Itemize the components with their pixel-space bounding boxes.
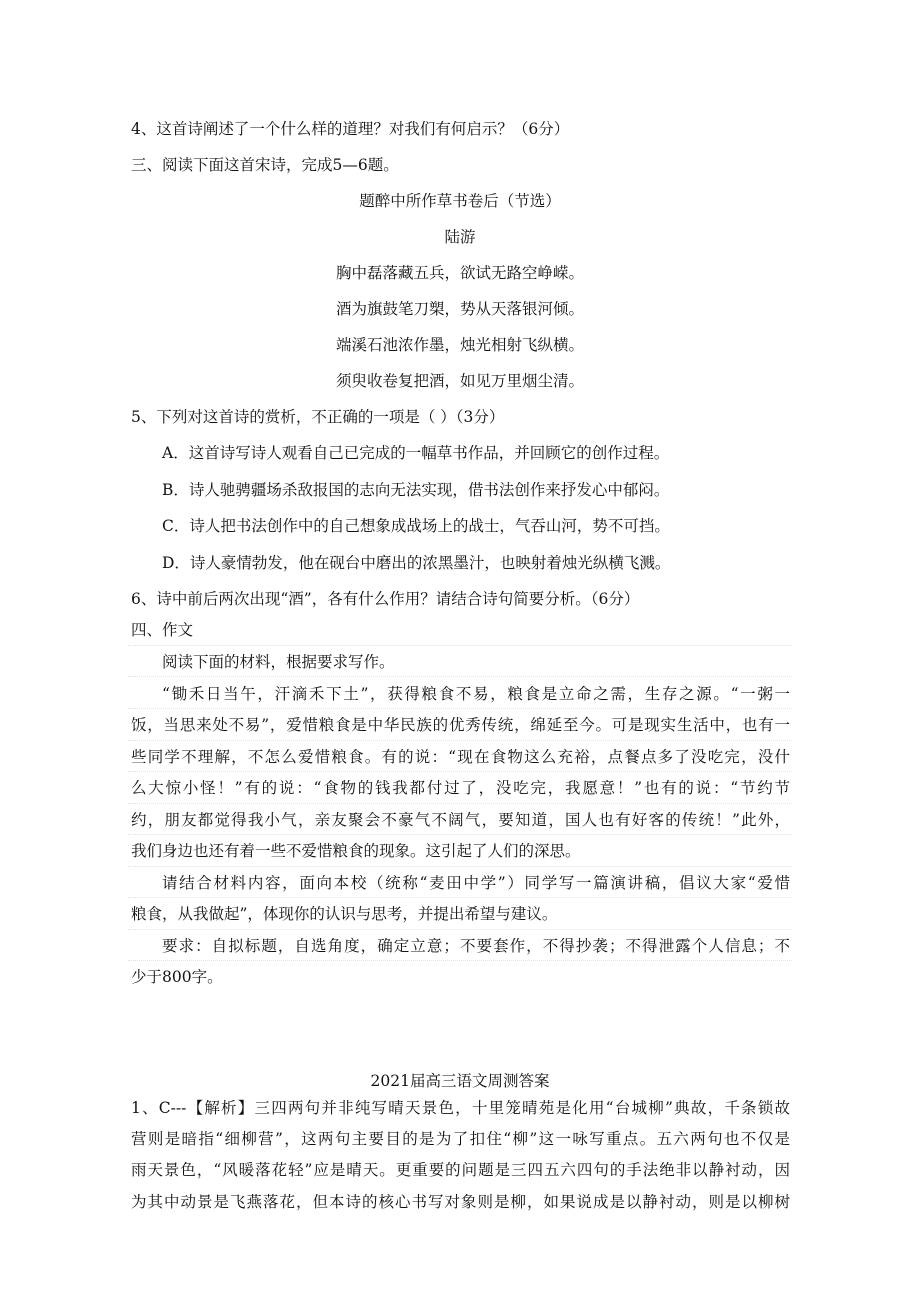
poem-title: 题醉中所作草书卷后（节选） [359,192,561,210]
poem-author: 陆游 [444,228,476,246]
essay-line: 请结合材料内容，面向本校（统称“麦田中学”）同学写一篇演讲稿，倡议大家“爱惜 [162,874,790,892]
essay-line: 饭，当思来处不易”，爱惜粮食是中华民族的优秀传统，绵延至今。可是现实生活中，也有一 [131,716,790,734]
option-d: D．诗人豪情勃发，他在砚台中磨出的浓黑墨汁，也映射着烛光纵横飞溅。 [162,554,671,572]
answer-line: 营则是暗指“细柳营”，这两句主要目的是为了扣住“柳”这一咏写重点。五六两句也不仅是 [131,1130,790,1148]
answer-line: 雨天景色，“风暖落花轻”应是晴天。更重要的问题是三四五六四句的手法绝非以静衬动，因 [131,1161,790,1179]
option-c: C．诗人把书法创作中的自己想象成战场上的战士，气吞山河，势不可挡。 [162,517,670,535]
essay-line: 少于800字。 [131,968,223,986]
section-3-heading: 三、阅读下面这首宋诗，完成5—6题。 [131,156,399,174]
poem-line: 须臾收卷复把酒，如见万里烟尘清。 [335,372,584,390]
answers-title: 2021届高三语文周测答案 [370,1072,550,1090]
section-4-heading: 四、作文 [131,621,194,639]
option-b: B．诗人驰骋疆场杀敌报国的志向无法实现，借书法创作来抒发心中郁闷。 [162,481,670,499]
question-6: 6、诗中前后两次出现“酒”，各有什么作用？请结合诗句简要分析。（6分） [131,590,640,608]
essay-line: 么大惊小怪！”有的说：“食物的钱我都付过了，没吃完，我愿意！”也有的说：“节约节 [131,779,790,797]
essay-line: 些同学不理解，不怎么爱惜粮食。有的说：“现在食物这么充裕，点餐点多了没吃完，没什 [131,748,790,766]
question-4: 4、这首诗阐述了一个什么样的道理？对我们有何启示？（6分） [131,120,570,138]
answer-line: 为其中动景是飞燕落花，但本诗的核心书写对象则是柳，如果说成是以静衬动，则是以柳树 [131,1193,790,1211]
question-5: 5、下列对这首诗的赏析，不正确的一项是（ ）（3分） [131,408,505,426]
essay-line: 粮食，从我做起”，体现你的认识与思考，并提出希望与建议。 [131,905,558,923]
poem-line: 酒为旗鼓笔刀槊，势从天落银河倾。 [335,300,584,318]
poem-line: 胸中磊落藏五兵，欲试无路空峥嵘。 [335,264,584,282]
essay-line: 约，朋友都觉得我小气，亲友聚会不豪气不阔气，要知道，国人也有好客的传统！”此外， [131,811,790,829]
option-a: A．这首诗写诗人观看自己已完成的一幅草书作品，并回顾它的创作过程。 [162,444,670,462]
essay-line: 阅读下面的材料，根据要求写作。 [162,653,395,671]
poem-line: 端溪石池浓作墨，烛光相射飞纵横。 [335,336,584,354]
essay-line: 我们身边也还有着一些不爱惜粮食的现象。这引起了人们的深思。 [131,842,581,860]
essay-line: “锄禾日当午，汗滴禾下土”，获得粮食不易，粮食是立命之需，生存之源。“一粥一 [162,685,790,703]
answer-line: 1、C---【解析】三四两句并非纯写晴天景色，十里笼晴苑是化用“台城柳”典故，千条锁故 [131,1099,790,1117]
essay-line: 要求：自拟标题，自选角度，确定立意；不要套作，不得抄袭；不得泄露个人信息；不 [162,937,790,955]
